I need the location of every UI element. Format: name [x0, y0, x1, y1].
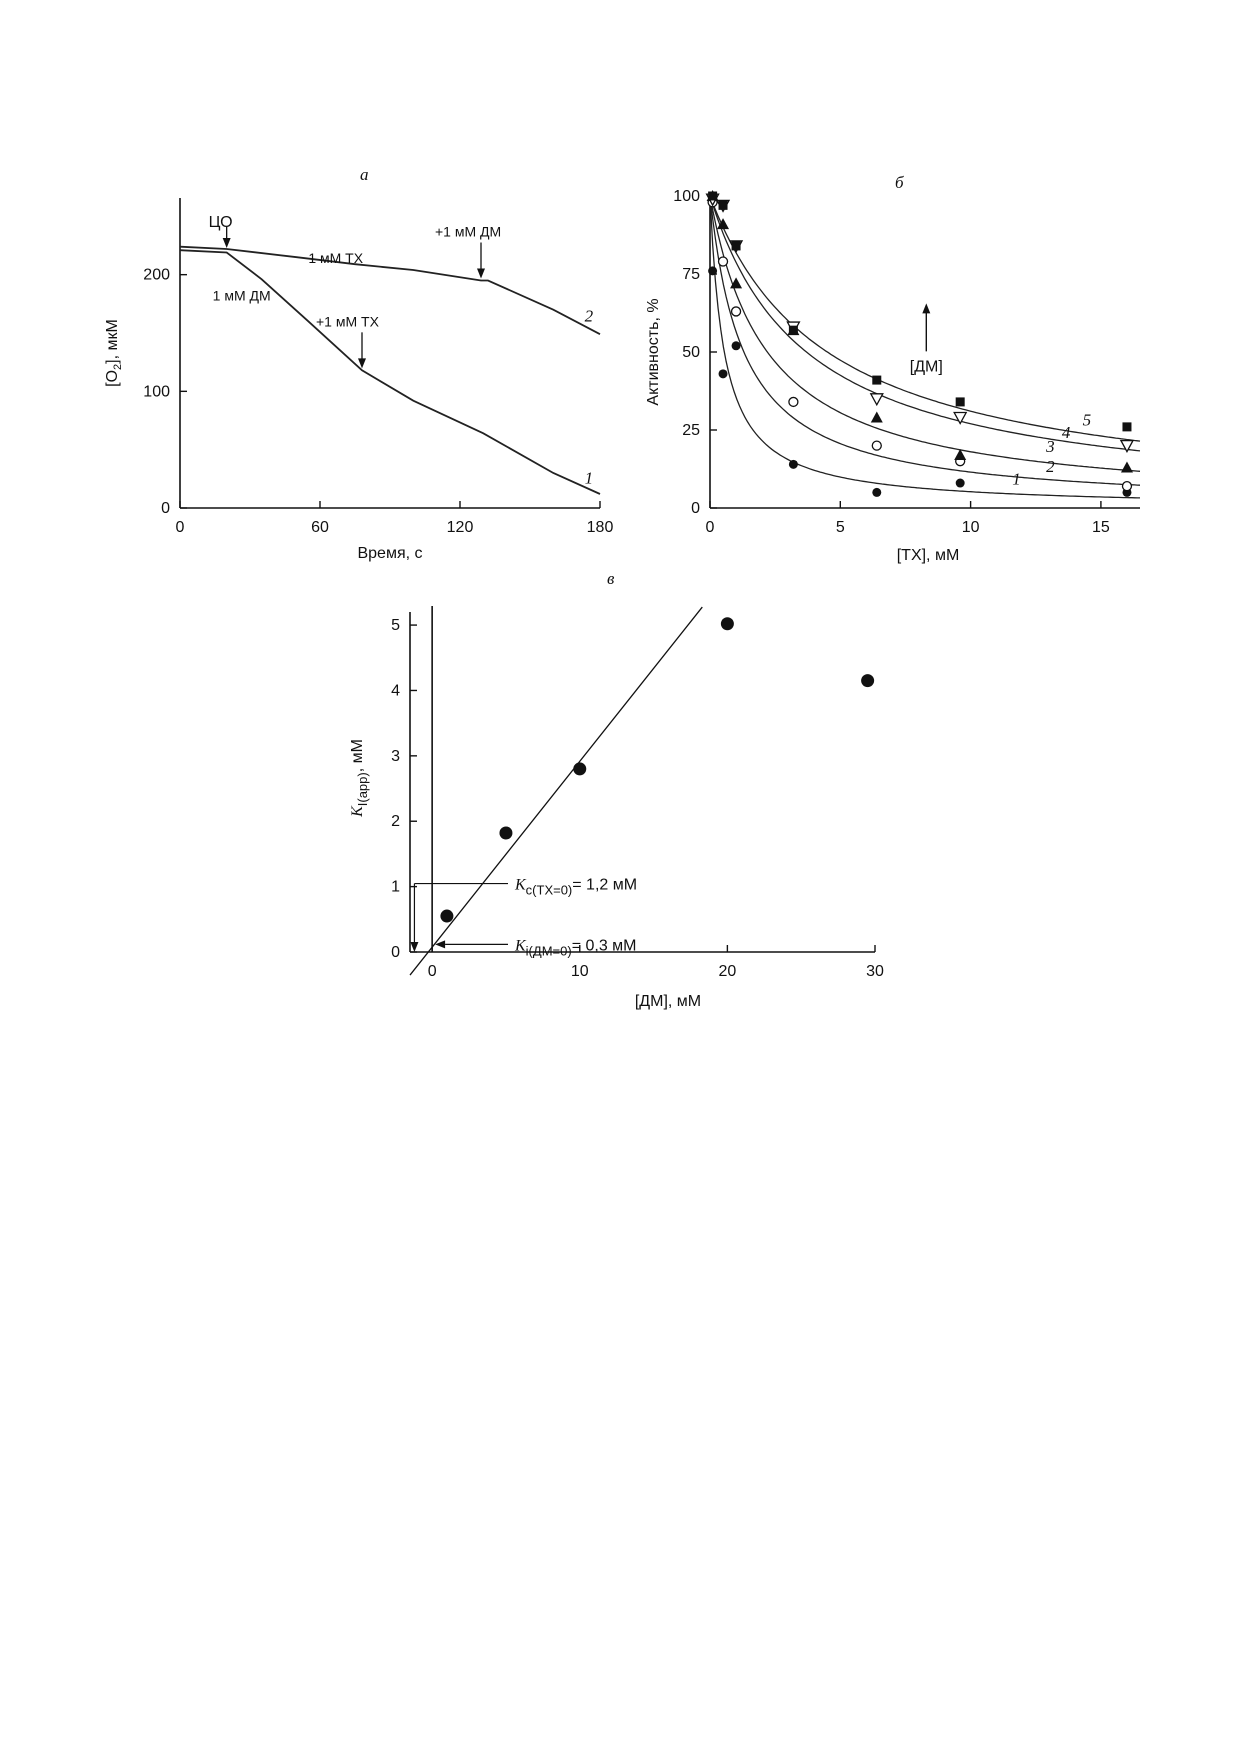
panel-c-y-tick-label: 1: [391, 878, 400, 896]
panel-b-point-series-2: [732, 307, 741, 316]
panel-c-y-label: $K_{I(app)}$, мМ: [349, 739, 370, 817]
panel-b-series-label: 2: [1046, 457, 1055, 477]
panel-b-dm-label: [ДМ]: [909, 358, 943, 376]
panel-a-x-tick-label: 120: [446, 519, 474, 536]
panel-b-x-tick-label: 5: [835, 519, 845, 536]
panel-b: [645, 173, 1140, 564]
panel-c-x-tick-label: 30: [866, 963, 884, 980]
panel-b-series-label: 1: [1012, 469, 1021, 489]
panel-a-y-tick-label: 0: [161, 500, 170, 517]
panel-b-point-series-5: [872, 376, 881, 385]
panel-a-series-label: 2: [584, 306, 594, 326]
panel-c-y-tick-label: 0: [391, 944, 400, 961]
panel-c-point: [721, 617, 734, 630]
panel-a-annotation: 1 мМ ДМ: [212, 287, 271, 304]
panel-b-point-series-1: [708, 266, 717, 275]
panel-b-point-series-5: [789, 326, 798, 335]
panel-b-x-label: [ТХ], мМ: [896, 547, 960, 564]
panel-c-kc-label: $K_{c(ТХ=0)}= 1,2$ мМ: [515, 876, 638, 898]
panel-b-point-series-2: [719, 257, 728, 266]
panel-b-point-series-5: [732, 241, 741, 250]
panel-a-x-tick-label: 180: [586, 519, 614, 536]
panel-a-series-label: 1: [584, 468, 594, 488]
panel-c: [349, 569, 884, 1010]
panel-b-point-series-5: [956, 397, 965, 406]
panel-a: [104, 165, 613, 562]
panel-b-point-series-2: [872, 441, 881, 450]
panel-c-plot: [410, 606, 874, 975]
panel-c-point: [573, 762, 586, 775]
panel-c-fit-line: [410, 607, 702, 975]
panel-b-annotations: [910, 303, 1091, 488]
panel-b-series-label: 5: [1082, 410, 1092, 430]
panel-b-dm-arrow-head: [922, 303, 930, 313]
panel-b-fit-curve-1: [710, 196, 1140, 498]
panel-c-ki-label: $K_{i(ДМ=0)}= 0,3$ мМ: [515, 937, 637, 959]
panel-b-point-series-2: [789, 397, 798, 406]
panel-b-point-series-4: [871, 394, 883, 405]
panel-b-curves: [710, 196, 1140, 498]
panel-b-point-series-1: [732, 341, 741, 350]
panel-b-point-series-2: [1122, 482, 1131, 491]
panel-c-point: [861, 674, 874, 687]
panel-c-kc-arrow-head: [410, 942, 418, 952]
panel-b-point-series-1: [719, 369, 728, 378]
panel-c-x-tick-label: 0: [427, 963, 437, 980]
panel-c-x-label: [ДМ], мМ: [634, 993, 702, 1010]
panel-b-series-label: 4: [1061, 422, 1071, 442]
panel-b-series-label: 3: [1046, 436, 1055, 456]
panel-b-point-series-1: [956, 479, 965, 488]
panel-c-x-tick-label: 20: [718, 963, 737, 980]
panel-c-y-tick-label: 5: [391, 617, 400, 635]
panel-a-annotation: +1 мМ ТХ: [316, 313, 379, 330]
panel-b-point-series-1: [789, 460, 798, 469]
panel-a-add-arrow-head: [477, 269, 485, 279]
panel-c-ticks: [391, 617, 884, 980]
panel-b-y-tick-label: 100: [673, 188, 700, 205]
panel-a-co-arrow-head: [223, 238, 231, 248]
panel-b-point-series-3: [871, 412, 883, 423]
panel-a-y-tick-label: 100: [143, 383, 170, 401]
panel-c-y-tick-label: 4: [391, 682, 400, 700]
panel-b-point-series-5: [1122, 422, 1131, 431]
panel-b-point-series-3: [1121, 461, 1133, 472]
panel-b-x-tick-label: 0: [705, 519, 715, 536]
panel-a-annotation: 1 мМ ТХ: [308, 250, 364, 266]
panel-a-annotations: [209, 214, 594, 488]
panel-b-y-tick-label: 0: [691, 500, 700, 517]
panel-a-traces: [180, 247, 600, 494]
panel-b-ticks: [673, 188, 1110, 536]
panel-b-x-tick-label: 10: [961, 519, 980, 536]
panel-a-label: a: [360, 165, 369, 184]
panel-b-y-tick-label: 50: [682, 344, 700, 361]
panel-b-label: б: [895, 173, 904, 192]
panel-c-x-tick-label: 10: [570, 963, 589, 980]
panel-b-fit-curve-5: [710, 196, 1140, 441]
panel-b-point-series-5: [708, 192, 717, 201]
panel-c-label: в: [607, 569, 615, 588]
panel-b-y-tick-label: 25: [682, 422, 700, 439]
panel-c-y-tick-label: 2: [391, 813, 400, 831]
panel-a-annotation: +1 мМ ДМ: [435, 223, 502, 240]
panel-b-x-tick-label: 15: [1092, 519, 1110, 536]
panel-a-x-tick-label: 0: [175, 519, 185, 536]
panel-c-point: [499, 827, 512, 840]
panel-c-point: [440, 910, 453, 923]
panel-b-fit-curve-3: [710, 196, 1140, 471]
panel-b-y-label: Активность, %: [645, 298, 662, 406]
panel-a-y-label: $[O_2]$, мкМ: [104, 319, 124, 387]
panel-b-fit-curve-4: [710, 196, 1140, 451]
panel-a-ticks: [143, 267, 613, 536]
panel-a-y-tick-label: 200: [143, 266, 170, 284]
panel-b-points: [707, 190, 1133, 497]
panel-a-x-label: Время, с: [357, 545, 423, 562]
panel-b-y-tick-label: 75: [682, 266, 700, 283]
panel-b-point-series-1: [872, 488, 881, 497]
panel-b-point-series-5: [719, 201, 728, 210]
panel-a-co-label: ЦО: [208, 214, 233, 231]
panel-c-y-tick-label: 3: [391, 747, 400, 765]
panel-a-x-tick-label: 60: [311, 519, 329, 536]
